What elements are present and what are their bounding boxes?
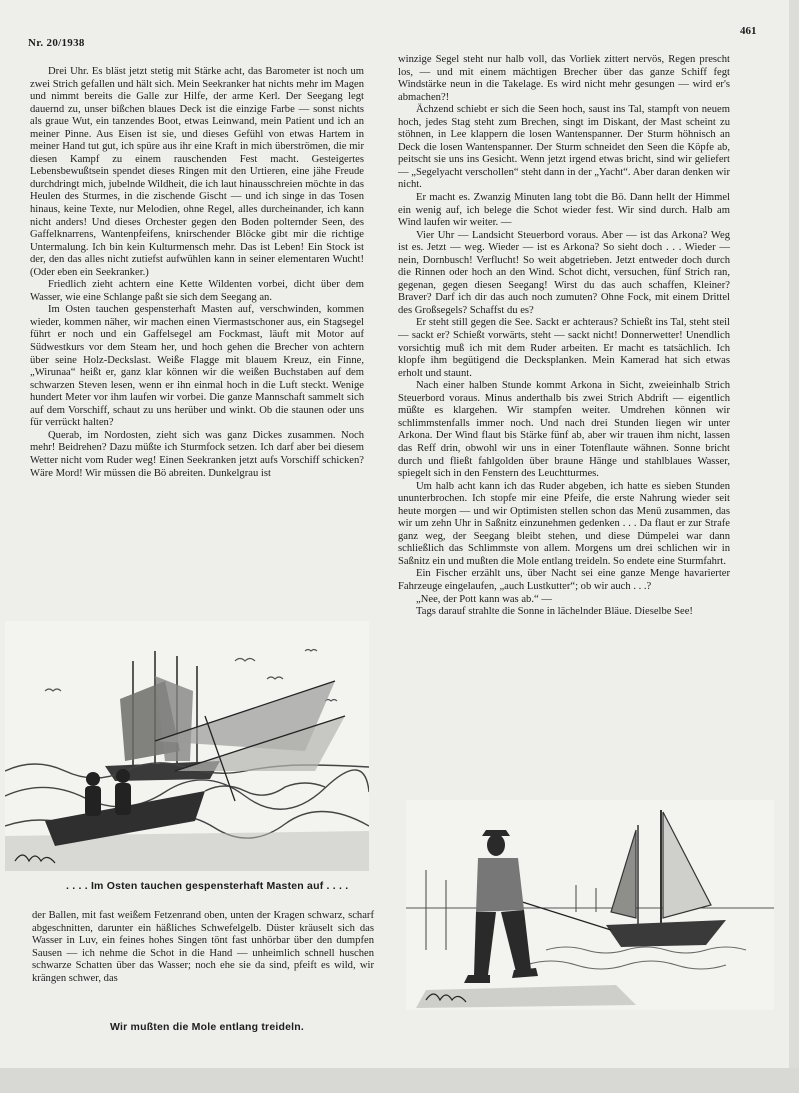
paragraph: „Nee, der Pott kann was ab.“ —	[416, 593, 552, 605]
paragraph: Er macht es. Zwanzig Minuten lang tobt die Bö. Dann hellt der Himmel ein wenig auf, ich belege die Schot wieder fest. Wir sind durch. Halb am Wind laufen wir weiter. —	[398, 192, 730, 229]
scan-edge-right	[789, 0, 799, 1093]
paragraph: Drei Uhr. Es bläst jetzt stetig mit Stärke acht, das Barometer ist noch um zwei Strich gefallen und hält sich. Mein Seekranker hat nichts mehr im Magen und nimmt bereits die Galle zur Hilfe, der arme Kerl. Der Seegang legt dauernd zu, unser bißchen blaues Deck ist die einzige Farbe — sonst nichts als graue Wut, ein tanzendes Boot, etwas Leinwand, mein Patient und ich an meiner Pinne. Aus Eisen ist sie, und dieses Gefühl von etwas Hartem in meiner Hand tut gut, ich spüre aus ihr eine Kraft in mich überströmen, die mir diesen Kampf zu einem rauschenden Fest macht. Gesteigertes Lebensbewußtsein spendet dieses Ringen mit den Urtieren, eine jähe Freude durchdringt mich, jubelnde Wildheit, die ich laut hinausschreien möchte in das Heulen des Sturmes, in die zischende Gischt — und ich singe in das Tosen hinaus, keine Texte, nur Melodien, ohne Regel, alles durcheinander, ich kann nicht anders! Und dieses Orchester gegen den Boden polternder Seen, des Gaffelknarrens, Wantenpfeifens, knirschender Blöcke gibt mir die richtige Untermalung. Ich bin kein Kulturmensch mehr. Das ist Leben! Ein Stock ist der, den das alles nicht zutiefst aufwühlen kann in seiner elementaren Wucht! (Oder eben ein Seekranker.)	[30, 66, 364, 278]
page-number: 461	[740, 25, 757, 37]
paragraph: Tags darauf strahlte die Sonne in lächelnder Bläue. Dieselbe See!	[416, 606, 693, 618]
paragraph: der Ballen, mit fast weißem Fetzenrand oben, unten der Kragen schwarz, scharf abgeschnitten, darunter ein häßliches Schwefelgelb. Düster kräuselt sich das Wasser in Luv, ein feines hohes Singen tönt fast unhörbar über den dumpfen Sausen — ich nehme die Schot in die Hand — unheimlich schnell huschen schwarze Schatten über das Wasser; noch ehe sie da sind, pfeift es wild, wir krängen schwer, das	[32, 910, 374, 984]
text-column-right	[398, 54, 730, 619]
towing-mole-illustration	[406, 800, 774, 1010]
paragraph: Ein Fischer erzählt uns, über Nacht sei eine ganze Menge havarierter Fahrzeuge eingelaufen, „auch Lustkutter“; ob wir auch . . .?	[398, 568, 730, 592]
scan-edge-bottom	[0, 1068, 799, 1093]
illustration-caption: Wir mußten die Mole entlang treideln.	[110, 1021, 304, 1033]
paragraph: Nach einer halben Stunde kommt Arkona in Sicht, zweieinhalb Strich Steuerbord voraus. Minus anderthalb bis zwei Strich Abdrift — eigentlich müßte es klargehen. Wir stampfen weiter. Umdrehen können wir schlimmstenfalls immer noch. Und nach drei Stunden liegen wir unter Arkona. Der Wind flaut bis Stärke fünf ab, aber wir trauen ihm nicht, lassen das Reff drin, obwohl wir uns in einer Totenflaute wähnen. Sonne bricht durch und fließt fahlgolden über braune Hänge und stahlblaues Wasser, spiegelt sich in den Fenstern des Leuchtturmes.	[398, 380, 730, 480]
illustration-caption: . . . . Im Osten tauchen gespensterhaft Masten auf . . . .	[66, 880, 349, 892]
paragraph: Vier Uhr — Landsicht Steuerbord voraus. Aber — ist das Arkona? Weg ist es. Jetzt — weg. Wieder — ist es Arkona? So sieht doch . . . Wieder — nein, Dornbusch! Verflucht! So weit abgetrieben. Jetzt entweder doch durch die Rinnen oder hoch an den Wind. Schot dicht, versuchen, fünf Strich ran, gegenan, gegen diesen Seegang! Wirst du das auch schaffen, Kleiner? Braver? Darf ich dir das auch noch zumuten? Ohne Fock, mit einem Drittel des Großsegels? Schaffst du es?	[398, 229, 730, 316]
storm-schooner-illustration	[5, 621, 369, 871]
text-column-bottom	[32, 910, 374, 985]
paragraph: Querab, im Nordosten, zieht sich was ganz Dickes zusammen. Noch mehr! Beidrehen? Dazu müßte ich Sturmfock setzen. Ich darf aber bei diesem Wetter nicht vom Ruder weg! Einen Seekranken jetzt aufs Vorschiff schicken? Wäre Mord! Wir müssen die Bö abreiten. Dunkelgrau ist	[30, 429, 364, 479]
paragraph: winzige Segel steht nur halb voll, das Vorliek zittert nervös, Regen prescht los, — und mit einem mächtigen Brecher über das ganze Schiff fegt Windstärke neun in die Takelage. Es wird nicht mehr gesungen — wird er's abmachen?!	[398, 54, 730, 103]
issue-number: Nr. 20/1938	[28, 37, 85, 49]
paragraph: Friedlich zieht achtern eine Kette Wildenten vorbei, dicht über dem Wasser, wie eine Schlange paßt sie sich dem Seegang an.	[30, 279, 364, 303]
paragraph: Er steht still gegen die See. Sackt er achteraus? Schießt ins Tal, steht steil — sackt er? Schießt vorwärts, steht — sackt nicht! Donnerwetter! Unendlich vorsichtig muß ich mit dem Ruder arbeiten. Er macht es tatsächlich. Ich klopfe ihm begütigend die Decksplanken. Mein Kamerad hat sich etwas erholt und staunt.	[398, 317, 730, 379]
paragraph: Im Osten tauchen gespensterhaft Masten auf, verschwinden, kommen wieder, kommen näher, wir machen einen Viermastschoner aus, ein Stagsegel führt er noch und ein Gaffelsegel am Fockmast, läuft mit Motor auf Südwestkurs vor dem Steam her, und hoch gehen die Brecher von achtern über seine Holz-Deckslast. Weiße Flagge mit blauem Kreuz, ein Finne, „Wirunaa“ heißt er, ganz klar können wir die weißen Buchstaben auf dem schwarzen Steven lesen, wenn er ihn einmal hoch in die Luft steckt. Wenige hundert Meter vor ihm laufen wir vorbei. Die ganze Mannschaft sammelt sich auf dem Vorschiff, schaut zu uns herüber und winkt. Ob die staunen oder uns für verrückt halten?	[30, 304, 364, 429]
paragraph: Um halb acht kann ich das Ruder abgeben, ich hatte es sieben Stunden ununterbrochen. Ich stopfe mir eine Pfeife, die erste Nahrung wieder seit heute morgen — und wir Optimisten stellen schon das Menü zusammen, das wir um zehn Uhr in Saßnitz einzunehmen gedenken . . . Da flaut er zur Strafe ganz weg, der Seegang bleibt stehen, und diese Dümpelei war dann schließlich das Schlimmste von allem. Morgens um drei schlichen wir in Saßnitz ein und mußten die Mole entlang treideln. So endete eine Sturmfahrt.	[398, 480, 730, 567]
text-column-left	[30, 66, 364, 480]
paragraph: Ächzend schiebt er sich die Seen hoch, saust ins Tal, stampft von neuem hoch, jedes Stag steht zum Brechen, singt im Diskant, der Mast scheint zu stöhnen, in Lee klappern die losen Wantenspanner. Der Sturm höhnisch an Deck die losen Wantenspanner. Der Sturm schneidet den Seen die Köpfe ab, peitscht sie uns ins Gesicht. Wenn jetzt irgend etwas bricht, sind wir geliefert — „Segelyacht verschollen“ steht dann in der „Yacht“. Aber daran denken wir nicht.	[398, 104, 730, 191]
